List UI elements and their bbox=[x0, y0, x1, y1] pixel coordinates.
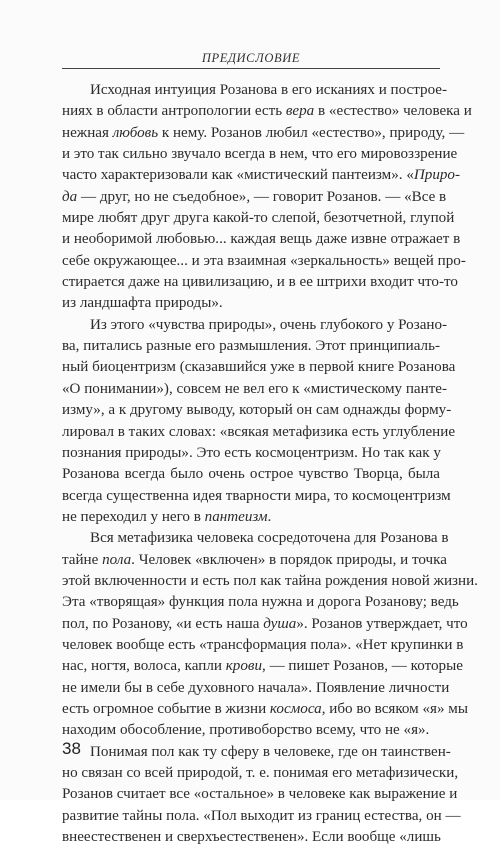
text-line bbox=[62, 571, 478, 592]
text-span: ниях в области антропологии есть bbox=[62, 103, 286, 120]
text-span: и необоримой любовью... каждая вещь даже извне отражает в bbox=[62, 231, 461, 248]
text-line bbox=[62, 827, 440, 848]
text-line bbox=[62, 357, 456, 378]
text-line bbox=[62, 101, 472, 122]
text-span: нежная bbox=[62, 124, 113, 141]
body-text bbox=[62, 80, 478, 848]
text-span: Вся метафизика человека сосредоточена для Розанова в bbox=[90, 530, 449, 547]
text-line bbox=[62, 272, 458, 293]
text-span: не имели бы в себе духовного начала». Появление личности bbox=[62, 679, 450, 696]
text-line bbox=[62, 720, 440, 741]
text-span: изму», а к другому выводу, который он сам однажды форму- bbox=[62, 402, 452, 419]
text-span: человек вообще есть «трансформация пола». «Нет крупинки в bbox=[62, 636, 464, 653]
text-line bbox=[62, 443, 440, 464]
text-span: ва, питались разные его размышления. Этот принципиаль- bbox=[62, 338, 440, 355]
italic-span: космоса bbox=[269, 700, 322, 717]
text-line bbox=[62, 293, 440, 314]
text-span: часто характеризовали как «мистический пантеизм». « bbox=[62, 167, 414, 184]
text-line bbox=[62, 422, 456, 443]
italic-span: душа bbox=[263, 615, 297, 632]
text-span: . Человек «включен» в порядок природы, и точка bbox=[131, 551, 447, 568]
text-span: из ландшафта природы». bbox=[62, 295, 223, 312]
text-span: и это так сильно звучало всегда в нем, что его мировоззрение bbox=[62, 146, 458, 163]
text-span: мире любят друг друга какой-то слепой, безотчетной, глупой bbox=[62, 210, 455, 227]
text-line bbox=[62, 208, 455, 229]
text-span: пол, по Розанову, «и есть наша bbox=[62, 615, 264, 632]
italic-span: вера bbox=[285, 103, 315, 120]
text-span: к нему. Розанов любил «естество», природу, — bbox=[158, 124, 465, 141]
header-rule bbox=[62, 68, 440, 69]
text-span: стирается даже на цивилизацию, и в ее штрихи входит что-то bbox=[62, 274, 458, 291]
text-line bbox=[62, 379, 448, 400]
text-line bbox=[62, 550, 447, 571]
text-span: всегда существенна идея тварности мира, то космоцентризм bbox=[62, 487, 451, 504]
text-span: Из этого «чувства природы», очень глубокого у Розано- bbox=[90, 316, 448, 333]
text-span: тайне bbox=[62, 551, 103, 568]
text-line bbox=[62, 678, 450, 699]
text-span: этой включенности и есть пол как тайна рождения новой жизни. bbox=[62, 572, 478, 589]
paragraph bbox=[62, 528, 478, 741]
text-line bbox=[62, 251, 466, 272]
text-line bbox=[62, 592, 459, 613]
text-span: нас, ногтя, волоса, капли bbox=[62, 658, 226, 675]
text-line bbox=[62, 315, 448, 336]
text-span: но связан со всей природой, т. е. понимая его метафизически, bbox=[62, 765, 459, 781]
text-line bbox=[62, 806, 461, 827]
text-line bbox=[62, 187, 447, 208]
text-line bbox=[62, 635, 464, 656]
page-number: 38 bbox=[62, 739, 81, 758]
text-span: , — пишет Розанов, — которые bbox=[262, 658, 463, 675]
text-line bbox=[62, 528, 449, 549]
text-span: — друг, но не съедобное», — говорит Розанов. — «Все в bbox=[77, 188, 447, 205]
text-line bbox=[62, 144, 458, 165]
text-line bbox=[62, 486, 451, 507]
text-span: внеестественен и сверхъестественен». Если вообще «лишь bbox=[62, 829, 441, 846]
text-line bbox=[62, 336, 440, 357]
italic-span: пантеизм bbox=[204, 508, 268, 525]
text-line bbox=[62, 784, 458, 805]
text-span: Исходная интуиция Розанова в его исканиях и построе- bbox=[90, 82, 448, 98]
text-line bbox=[62, 80, 448, 101]
text-line bbox=[62, 229, 461, 250]
text-span: ». Розанов утверждает, что bbox=[296, 615, 468, 632]
text-span: находим обособление, противоборство всему, что не «я». bbox=[62, 722, 430, 739]
text-line bbox=[62, 400, 452, 421]
text-span: не переходил у него в bbox=[62, 508, 205, 525]
italic-span: Приро- bbox=[413, 167, 460, 184]
italic-span: крови bbox=[225, 658, 263, 675]
text-line bbox=[62, 123, 465, 144]
text-line bbox=[62, 614, 468, 635]
text-span: . bbox=[267, 508, 272, 525]
text-span: есть огромное событие в жизни bbox=[62, 700, 270, 717]
text-line bbox=[62, 699, 469, 720]
text-span: развитие тайны пола. «Пол выходит из границ естества, он — bbox=[62, 807, 461, 824]
text-span: Розанова всегда было очень острое чувство Творца, была bbox=[62, 466, 440, 483]
text-span: ный биоцентризм (сказавшийся уже в первой книге Розанова bbox=[62, 359, 456, 376]
paragraph bbox=[62, 80, 472, 315]
paragraph bbox=[62, 742, 461, 848]
text-line bbox=[62, 742, 451, 763]
text-span: Розанов считает все «остальное» в человеке как выражение и bbox=[62, 786, 458, 803]
text-span: в «естество» человека и bbox=[314, 103, 472, 120]
text-span: лировал в таких словах: «всякая метафизика есть углубление bbox=[62, 423, 456, 440]
italic-span: да bbox=[62, 188, 78, 205]
italic-span: пола bbox=[102, 551, 132, 568]
paragraph bbox=[62, 315, 456, 528]
text-line bbox=[62, 464, 440, 485]
text-line bbox=[62, 165, 460, 186]
text-span: Эта «творящая» функция пола нужна и дорога Розанову; ведь bbox=[62, 594, 459, 611]
text-span: Понимая пол как ту сферу в человеке, где он таинствен- bbox=[90, 743, 451, 760]
text-line bbox=[62, 763, 459, 784]
text-span: себе окружающее... и эта взаимная «зеркальность» вещей про- bbox=[62, 252, 466, 269]
text-span: , ибо во всяком «я» мы bbox=[321, 700, 469, 717]
text-line bbox=[62, 656, 463, 677]
italic-span: любовь bbox=[112, 124, 159, 141]
text-span: познания природы». Это есть космоцентризм. Но так как у bbox=[62, 444, 441, 461]
text-line bbox=[62, 507, 440, 528]
running-header: ПРЕДИСЛОВИЕ bbox=[201, 51, 301, 65]
text-span: «О понимании»), совсем не вел его к «мистическому панте- bbox=[62, 380, 448, 397]
